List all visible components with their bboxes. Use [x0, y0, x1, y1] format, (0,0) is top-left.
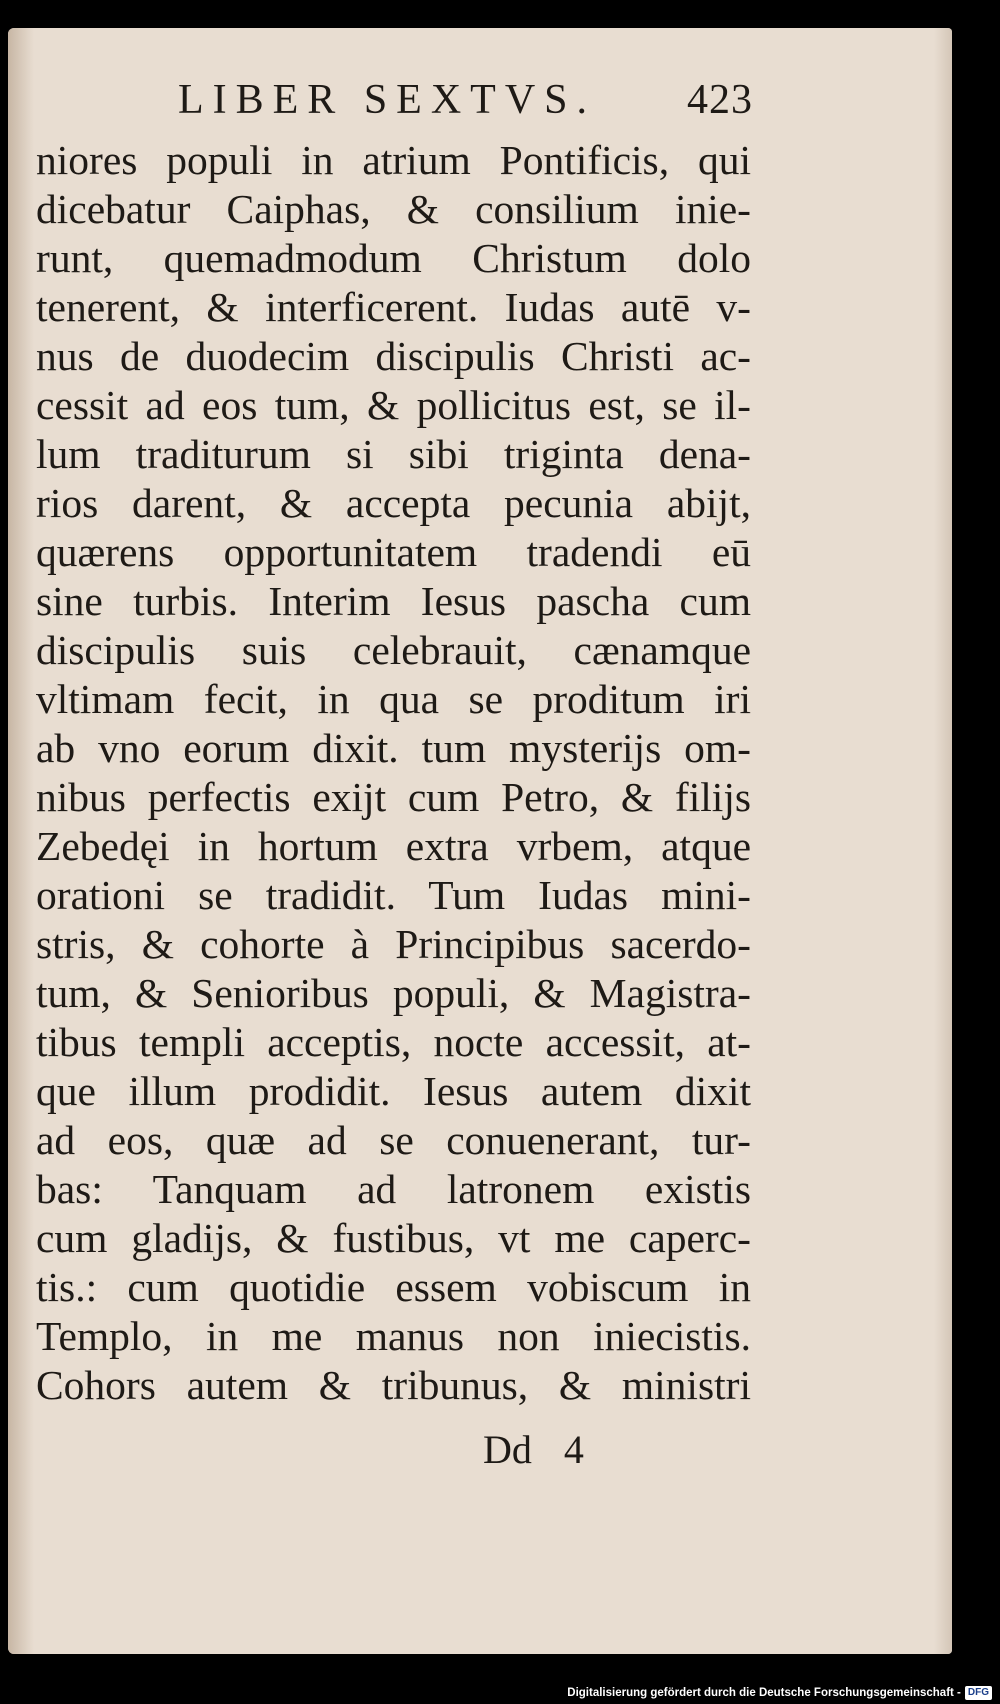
text-line: nibus perfectis exijt cum Petro, & filijs [36, 774, 751, 820]
text-line: tenerent, & interficerent. Iudas autē v- [36, 284, 751, 330]
text-line: tibus templi acceptis, nocte accessit, at- [36, 1019, 751, 1065]
gutter-shadow [8, 28, 34, 1654]
fore-edge-shadow [934, 28, 952, 1654]
text-line: quærens opportunitatem tradendi eū [36, 529, 751, 575]
digitization-footer [567, 1682, 992, 1704]
text-line: que illum prodidit. Iesus autem dixit [36, 1068, 751, 1114]
book-page [8, 28, 952, 1654]
text-line: orationi se tradidit. Tum Iudas mini- [36, 872, 751, 918]
text-line: cessit ad eos tum, & pollicitus est, se il- [36, 382, 751, 428]
text-line: bas: Tanquam ad latronem existis [36, 1166, 751, 1212]
text-line: discipulis suis celebrauit, cænamque [36, 627, 751, 673]
text-line: ad eos, quæ ad se conuenerant, tur- [36, 1117, 751, 1163]
text-line: tis.: cum quotidie essem vobiscum in [36, 1264, 751, 1310]
text-line: stris, & cohorte à Principibus sacerdo- [36, 921, 751, 967]
text-line: Zebedęi in hortum extra vrbem, atque [36, 823, 751, 869]
text-line: runt, quemadmodum Christum dolo [36, 235, 751, 281]
text-line: ab vno eorum dixit. tum mysterijs om- [36, 725, 751, 771]
text-line: sine turbis. Interim Iesus pascha cum [36, 578, 751, 624]
body-text [36, 136, 751, 1410]
text-line: tum, & Senioribus populi, & Magistra- [36, 970, 751, 1016]
dfg-logo: DFG [965, 1686, 992, 1700]
text-line: lum traditurum si sibi triginta dena- [36, 431, 751, 477]
text-line: nus de duodecim discipulis Christi ac- [36, 333, 751, 379]
text-line: rios darent, & accepta pecunia abijt, [36, 480, 751, 526]
text-line: cum gladijs, & fustibus, vt me caperc- [36, 1215, 751, 1261]
running-head-title: LIBER SEXTVS. [178, 77, 597, 123]
signature-mark: Dd 4 [483, 1427, 584, 1472]
page-number: 423 [687, 77, 753, 123]
text-line: vltimam fecit, in qua se proditum iri [36, 676, 751, 722]
text-line: Cohors autem & tribunus, & ministri [36, 1362, 751, 1408]
running-head [178, 76, 753, 136]
text-line: niores populi in atrium Pontificis, qui [36, 137, 751, 183]
funding-credit: Digitalisierung gefördert durch die Deutsche Forschungsgemeinschaft - [567, 1687, 961, 1699]
text-line: dicebatur Caiphas, & consilium inie- [36, 186, 751, 232]
text-line: Templo, in me manus non iniecistis. [36, 1313, 751, 1359]
